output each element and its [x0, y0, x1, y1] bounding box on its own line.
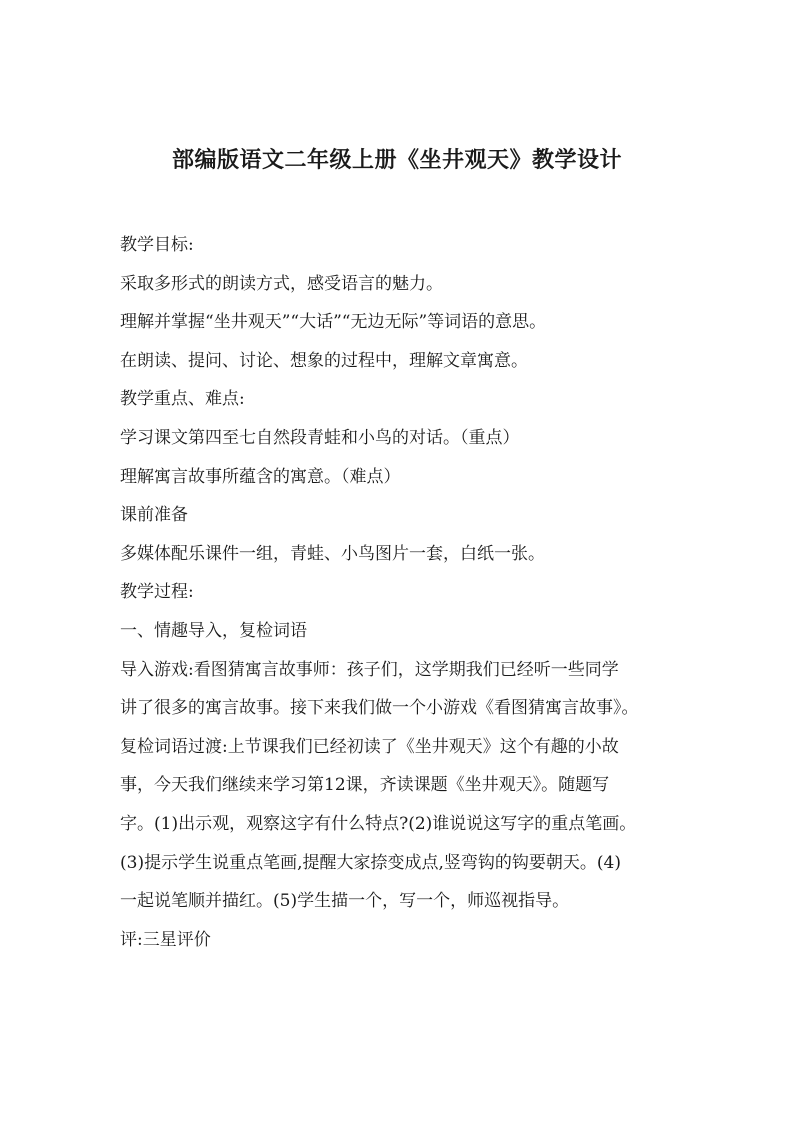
objective-line: 在朗读、提问、讨论、想象的过程中，理解文章寓意。	[120, 350, 528, 371]
body-text-line: 讲了很多的寓言故事。接下来我们做一个小游戏《看图猜寓言故事》。	[120, 698, 639, 719]
document-title: 部编版语文二年级上册《坐井观天》教学设计	[171, 148, 622, 173]
section-heading-process: 教学过程:	[120, 582, 194, 603]
section-heading-objectives: 教学目标:	[120, 235, 194, 255]
objective-line: 采取多形式的朗读方式，感受语言的魅力。	[120, 273, 443, 294]
body-text-line: 复检词语过渡:上节课我们已经初读了《坐井观天》这个有趣的小故	[120, 736, 619, 757]
subsection-heading: 一、情趣导入，复检词语	[120, 620, 307, 641]
section-heading-key-points: 教学重点、难点:	[120, 389, 245, 410]
document-body	[120, 226, 696, 959]
body-text-line: 字。(1)出示观，观察这字有什么特点?(2)谁说说这写字的重点笔画。	[120, 813, 637, 834]
body-text-line: 一起说笔顺并描红。(5)学生描一个，写一个，师巡视指导。	[120, 891, 570, 912]
key-point-line: 学习课文第四至七自然段青蛙和小鸟的对话。（重点）	[120, 427, 520, 448]
section-heading-preparation: 课前准备	[120, 505, 188, 526]
key-point-line: 理解寓言故事所蕴含的寓意。（难点）	[120, 466, 401, 487]
body-text-line: (3)提示学生说重点笔画,提醒大家捺变成点,竖弯钩的钩要朝天。(4)	[120, 852, 621, 873]
body-text-line: 导入游戏:看图猜寓言故事师：孩子们，这学期我们已经听一些同学	[120, 659, 619, 680]
body-text-line: 评:三星评价	[120, 929, 211, 950]
body-text-line: 事，今天我们继续来学习第12课，齐读课题《坐井观天》。随题写	[120, 775, 610, 796]
preparation-line: 多媒体配乐课件一组，青蛙、小鸟图片一套，白纸一张。	[120, 543, 545, 564]
objective-line: 理解并掌握“坐井观天”“大话”“无边无际”等词语的意思。	[120, 312, 547, 333]
